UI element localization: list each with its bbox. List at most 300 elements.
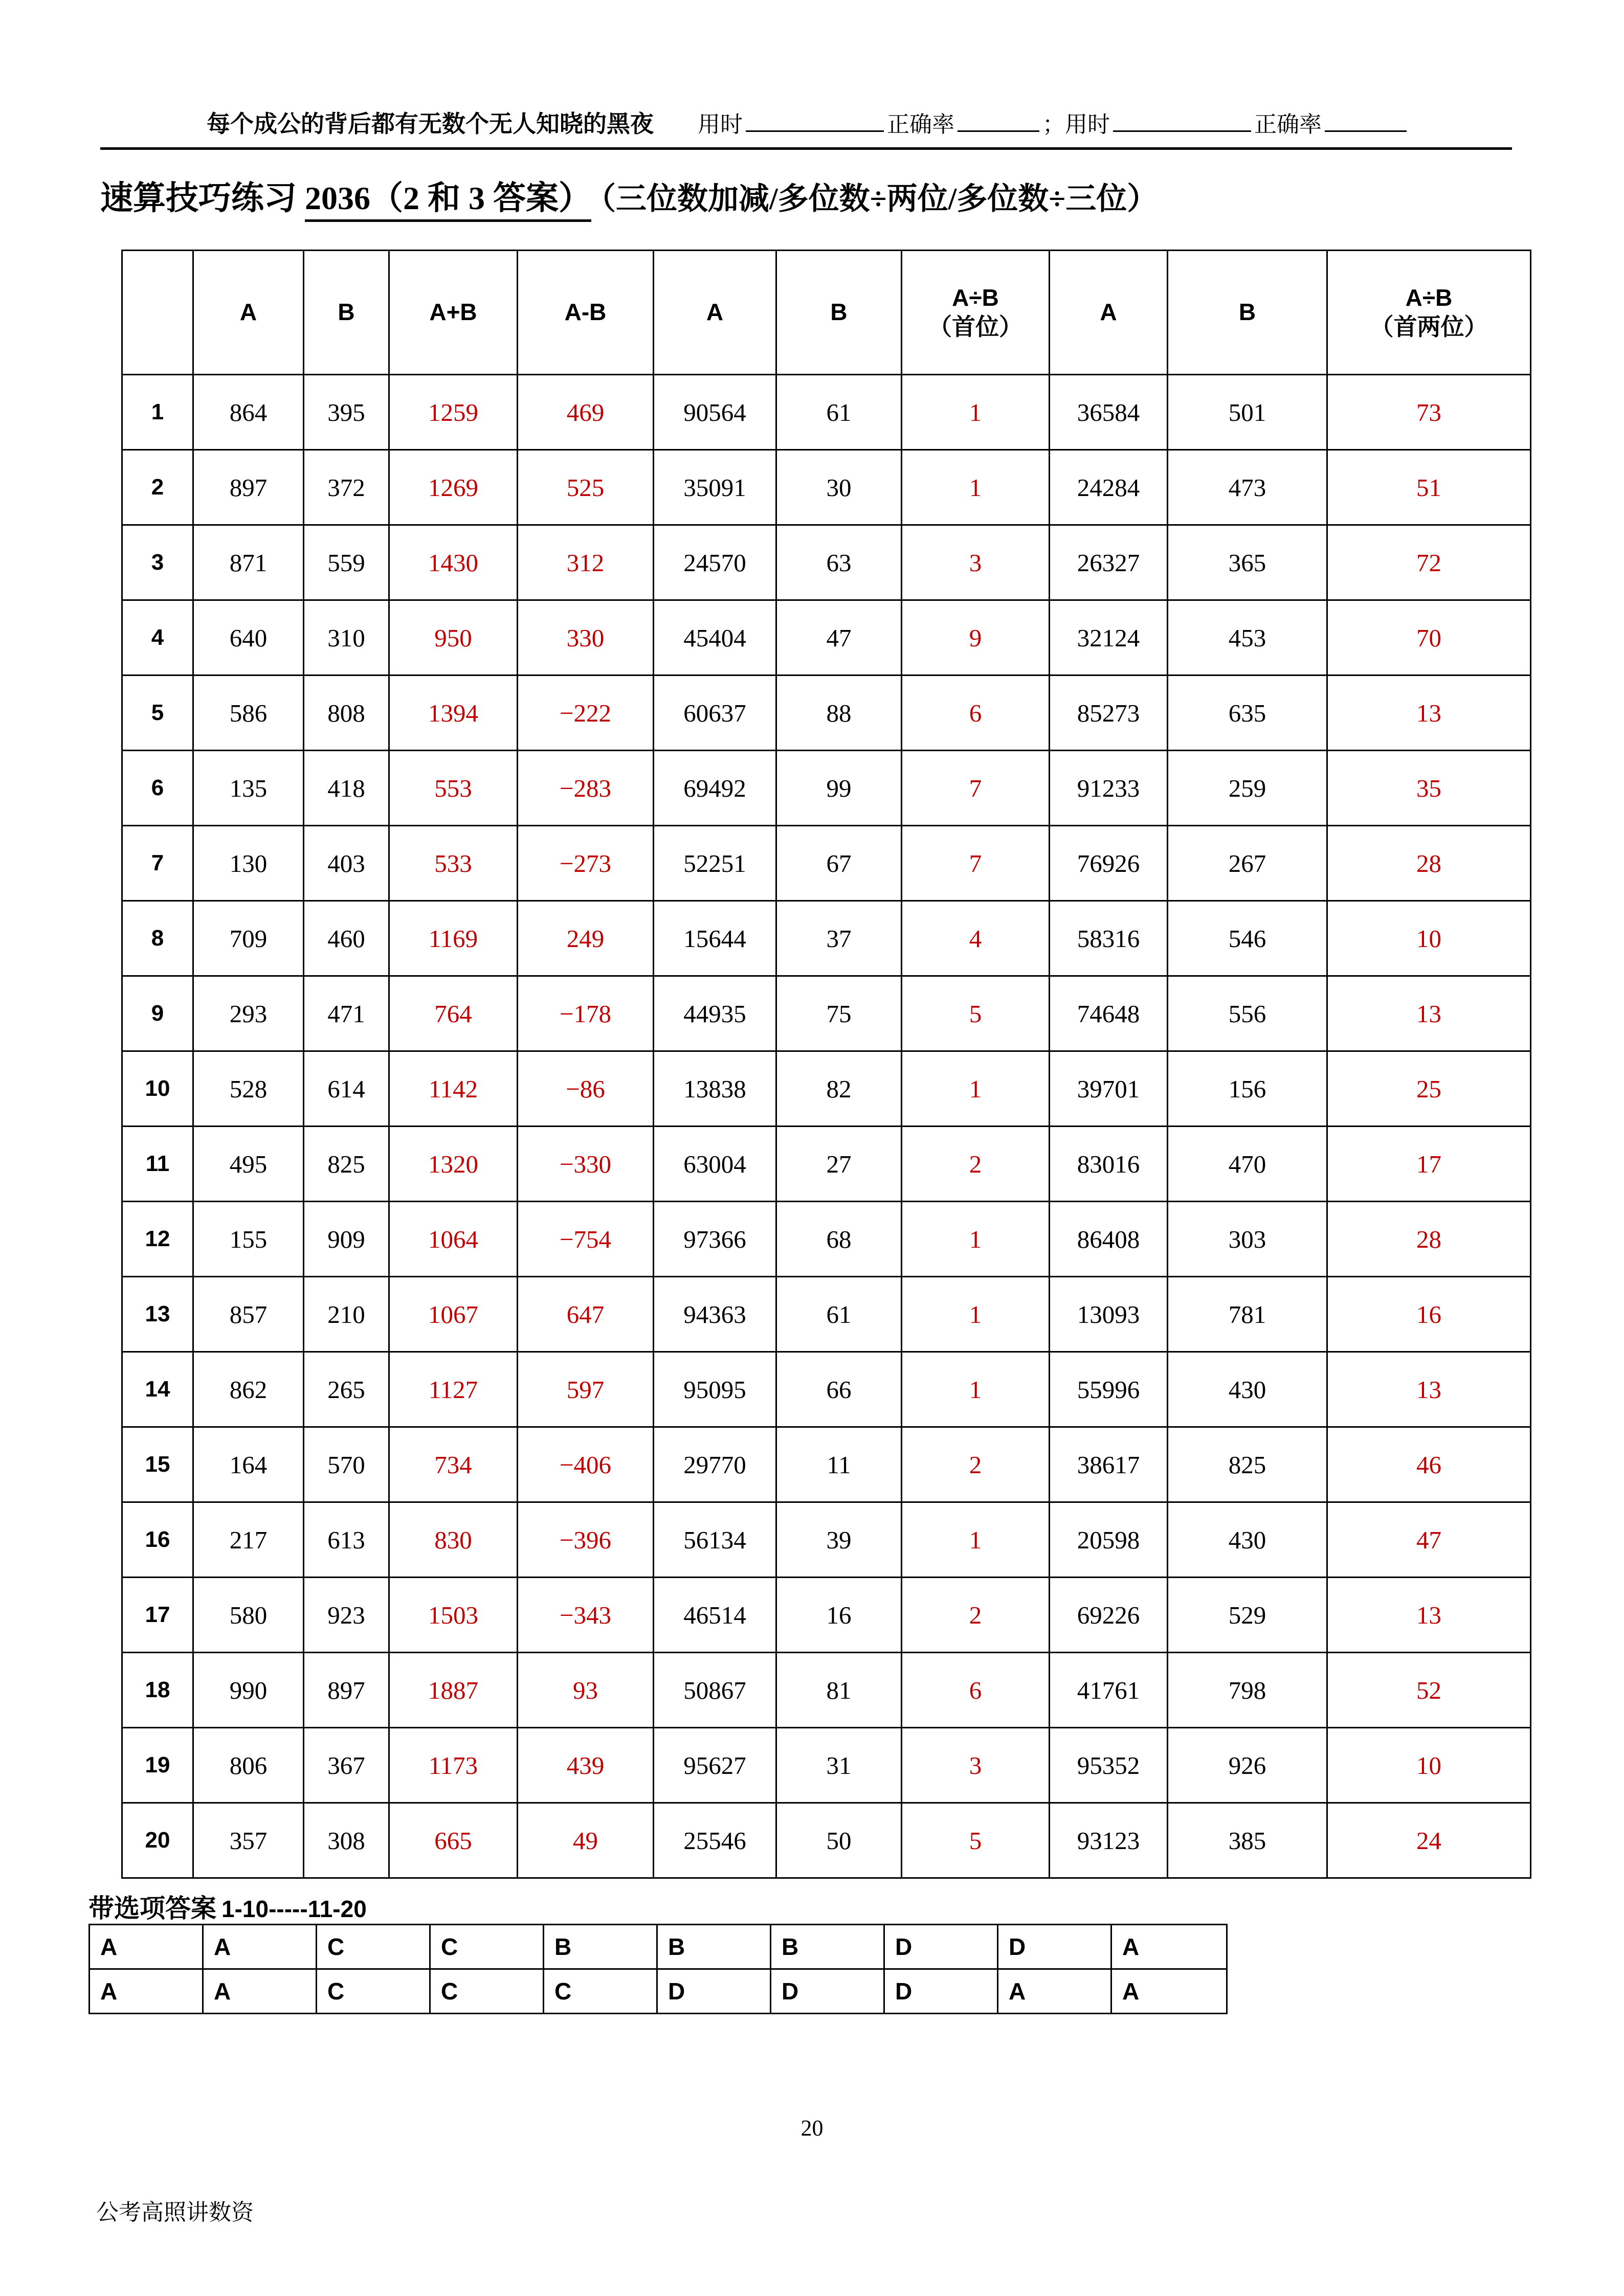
value-cell: 24284	[1050, 450, 1168, 525]
value-cell: 1	[902, 375, 1050, 450]
value-cell: 303	[1168, 1202, 1327, 1277]
answer-options-label: 带选项答案	[88, 1894, 216, 1923]
row-number: 11	[122, 1127, 193, 1202]
value-cell: 29770	[654, 1427, 776, 1502]
accuracy-fill-in-blank-1	[958, 110, 1039, 132]
value-cell: 293	[193, 976, 304, 1051]
title-prefix: 速算技巧练习	[100, 180, 305, 216]
value-cell: 25	[1327, 1051, 1531, 1127]
value-cell: 13	[1327, 976, 1531, 1051]
row-number: 9	[122, 976, 193, 1051]
value-cell: 39	[776, 1502, 902, 1578]
value-cell: 2	[902, 1127, 1050, 1202]
value-cell: 267	[1168, 826, 1327, 901]
column-header-2	[304, 251, 389, 375]
value-cell: 1173	[389, 1728, 518, 1803]
value-cell: 76926	[1050, 826, 1168, 901]
value-cell: 1	[902, 1352, 1050, 1427]
table-row	[122, 450, 1531, 525]
value-cell: 49	[518, 1803, 654, 1878]
value-cell: 586	[193, 676, 304, 751]
value-cell: 37	[776, 901, 902, 976]
value-cell: 13	[1327, 1352, 1531, 1427]
practice-table-head	[122, 251, 1531, 375]
table-row	[122, 826, 1531, 901]
value-cell: 73	[1327, 375, 1531, 450]
value-cell: 39701	[1050, 1051, 1168, 1127]
value-cell: 1503	[389, 1578, 518, 1653]
value-cell: 44935	[654, 976, 776, 1051]
value-cell: 1	[902, 1277, 1050, 1352]
value-cell: 11	[776, 1427, 902, 1502]
table-row	[122, 1502, 1531, 1578]
column-header-6	[776, 251, 902, 375]
value-cell: 897	[304, 1653, 389, 1728]
page-number: 20	[800, 2115, 824, 2141]
value-cell: 10	[1327, 1728, 1531, 1803]
value-cell: 51	[1327, 450, 1531, 525]
value-cell: 1127	[389, 1352, 518, 1427]
column-header-line1: A+B	[429, 299, 477, 326]
value-cell: 473	[1168, 450, 1327, 525]
column-header-line1: A	[239, 299, 257, 326]
answer-option-cell: D	[998, 1925, 1111, 1969]
row-number: 16	[122, 1502, 193, 1578]
value-cell: 13838	[654, 1051, 776, 1127]
value-cell: 1394	[389, 676, 518, 751]
column-header-line1: B	[338, 299, 355, 326]
value-cell: 31	[776, 1728, 902, 1803]
value-cell: 365	[1168, 525, 1327, 600]
value-cell: 6	[902, 676, 1050, 751]
table-row	[122, 1803, 1531, 1878]
table-row	[122, 1202, 1531, 1277]
row-number: 3	[122, 525, 193, 600]
value-cell: 83016	[1050, 1127, 1168, 1202]
column-header-line1: B	[830, 299, 848, 326]
value-cell: 75	[776, 976, 902, 1051]
answer-option-cell: B	[544, 1925, 657, 1969]
value-cell: 1320	[389, 1127, 518, 1202]
column-header-9	[1168, 251, 1327, 375]
table-row	[122, 375, 1531, 450]
answer-option-cell: A	[1111, 1925, 1227, 1969]
table-row	[122, 600, 1531, 676]
value-cell: 597	[518, 1352, 654, 1427]
footer-brand: 公考高照讲数资	[96, 2200, 254, 2225]
table-row	[122, 1277, 1531, 1352]
value-cell: −222	[518, 676, 654, 751]
value-cell: 798	[1168, 1653, 1327, 1728]
value-cell: 533	[389, 826, 518, 901]
value-cell: 28	[1327, 1202, 1531, 1277]
value-cell: 1269	[389, 450, 518, 525]
row-number: 13	[122, 1277, 193, 1352]
table-row	[122, 1352, 1531, 1427]
answer-option-cell: A	[1111, 1969, 1227, 2014]
answer-option-cell: C	[317, 1925, 430, 1969]
row-number: 12	[122, 1202, 193, 1277]
row-number: 10	[122, 1051, 193, 1127]
value-cell: 63	[776, 525, 902, 600]
value-cell: 249	[518, 901, 654, 976]
value-cell: 69492	[654, 751, 776, 826]
value-cell: 385	[1168, 1803, 1327, 1878]
value-cell: 864	[193, 375, 304, 450]
answer-options-range: 1-10-----11-20	[221, 1896, 367, 1922]
table-row	[122, 1127, 1531, 1202]
column-header-3	[389, 251, 518, 375]
value-cell: 35	[1327, 751, 1531, 826]
value-cell: 41761	[1050, 1653, 1168, 1728]
value-cell: 613	[304, 1502, 389, 1578]
value-cell: 61	[776, 1277, 902, 1352]
table-row	[122, 1653, 1531, 1728]
value-cell: 614	[304, 1051, 389, 1127]
value-cell: 501	[1168, 375, 1327, 450]
time-label-1: 用时	[698, 112, 743, 137]
value-cell: 1	[902, 1502, 1050, 1578]
column-header-7	[902, 251, 1050, 375]
column-header-line2: （首位）	[928, 313, 1022, 340]
answer-option-cell: B	[771, 1925, 884, 1969]
answer-option-cell: A	[203, 1925, 317, 1969]
value-cell: 529	[1168, 1578, 1327, 1653]
table-row	[122, 1578, 1531, 1653]
value-cell: 30	[776, 450, 902, 525]
answer-option-row	[90, 1969, 1227, 2014]
value-cell: 1887	[389, 1653, 518, 1728]
value-cell: 1169	[389, 901, 518, 976]
answer-options-table	[88, 1924, 1228, 2014]
column-header-line1: A-B	[564, 299, 607, 326]
value-cell: 764	[389, 976, 518, 1051]
value-cell: 330	[518, 600, 654, 676]
value-cell: 94363	[654, 1277, 776, 1352]
row-number: 7	[122, 826, 193, 901]
value-cell: 430	[1168, 1502, 1327, 1578]
value-cell: 130	[193, 826, 304, 901]
value-cell: 665	[389, 1803, 518, 1878]
answer-option-cell: D	[884, 1925, 998, 1969]
value-cell: 63004	[654, 1127, 776, 1202]
value-cell: 45404	[654, 600, 776, 676]
accuracy-label-2: 正确率	[1254, 112, 1322, 137]
value-cell: 90564	[654, 375, 776, 450]
title-underlined: 2036（2 和 3 答案）	[305, 180, 591, 222]
value-cell: 909	[304, 1202, 389, 1277]
answer-option-cell: C	[430, 1969, 544, 2014]
header-motto: 每个成公的背后都有无数个无人知晓的黑夜	[207, 111, 654, 137]
row-number: 1	[122, 375, 193, 450]
value-cell: 6	[902, 1653, 1050, 1728]
row-number: 15	[122, 1427, 193, 1502]
value-cell: 990	[193, 1653, 304, 1728]
value-cell: 52251	[654, 826, 776, 901]
value-cell: 210	[304, 1277, 389, 1352]
value-cell: 5	[902, 1803, 1050, 1878]
value-cell: 46	[1327, 1427, 1531, 1502]
value-cell: 164	[193, 1427, 304, 1502]
answer-option-cell: D	[884, 1969, 998, 2014]
value-cell: 734	[389, 1427, 518, 1502]
value-cell: −754	[518, 1202, 654, 1277]
answer-options-heading	[88, 1888, 367, 1925]
value-cell: 357	[193, 1803, 304, 1878]
title-subtitle: （三位数加减/多位数÷两位/多位数÷三位）	[600, 182, 1158, 216]
value-cell: 439	[518, 1728, 654, 1803]
value-cell: 69226	[1050, 1578, 1168, 1653]
value-cell: 28	[1327, 826, 1531, 901]
table-row	[122, 1427, 1531, 1502]
time-label-2: 用时	[1065, 112, 1110, 137]
value-cell: 16	[776, 1578, 902, 1653]
value-cell: 97366	[654, 1202, 776, 1277]
value-cell: 897	[193, 450, 304, 525]
value-cell: 1259	[389, 375, 518, 450]
value-cell: 553	[389, 751, 518, 826]
value-cell: 155	[193, 1202, 304, 1277]
table-row	[122, 901, 1531, 976]
answer-option-cell: B	[657, 1925, 771, 1969]
practice-table-body	[122, 375, 1531, 1878]
value-cell: 1142	[389, 1051, 518, 1127]
column-header-4	[518, 251, 654, 375]
answer-option-cell: C	[430, 1925, 544, 1969]
row-number: 5	[122, 676, 193, 751]
answer-options-table-body	[90, 1925, 1227, 2014]
value-cell: 35091	[654, 450, 776, 525]
row-number: 19	[122, 1728, 193, 1803]
value-cell: −273	[518, 826, 654, 901]
value-cell: 24	[1327, 1803, 1531, 1878]
value-cell: 825	[1168, 1427, 1327, 1502]
row-number: 17	[122, 1578, 193, 1653]
value-cell: 3	[902, 525, 1050, 600]
row-number: 8	[122, 901, 193, 976]
value-cell: 2	[902, 1427, 1050, 1502]
value-cell: 7	[902, 751, 1050, 826]
value-cell: 50867	[654, 1653, 776, 1728]
value-cell: 395	[304, 375, 389, 450]
column-header-line2: （首两位）	[1370, 313, 1488, 340]
table-row	[122, 751, 1531, 826]
answer-option-cell: A	[203, 1969, 317, 2014]
table-row	[122, 1728, 1531, 1803]
column-header-line1: A÷B	[1405, 284, 1453, 311]
value-cell: 312	[518, 525, 654, 600]
column-header-line1: A	[706, 299, 724, 326]
value-cell: 871	[193, 525, 304, 600]
value-cell: 950	[389, 600, 518, 676]
value-cell: 10	[1327, 901, 1531, 976]
value-cell: 528	[193, 1051, 304, 1127]
value-cell: −396	[518, 1502, 654, 1578]
time-fill-in-blank-1	[746, 110, 884, 132]
practice-table-header-row	[122, 251, 1531, 375]
header-line	[100, 105, 1512, 139]
accuracy-fill-in-blank-2	[1325, 110, 1407, 132]
table-row	[122, 676, 1531, 751]
value-cell: 5	[902, 976, 1050, 1051]
value-cell: 1	[902, 450, 1050, 525]
table-row	[122, 976, 1531, 1051]
value-cell: 88	[776, 676, 902, 751]
value-cell: 647	[518, 1277, 654, 1352]
value-cell: 781	[1168, 1277, 1327, 1352]
value-cell: 9	[902, 600, 1050, 676]
value-cell: 24570	[654, 525, 776, 600]
value-cell: 1064	[389, 1202, 518, 1277]
value-cell: 640	[193, 600, 304, 676]
value-cell: 47	[776, 600, 902, 676]
value-cell: 13	[1327, 1578, 1531, 1653]
value-cell: 91233	[1050, 751, 1168, 826]
value-cell: 70	[1327, 600, 1531, 676]
value-cell: 4	[902, 901, 1050, 976]
value-cell: 635	[1168, 676, 1327, 751]
value-cell: 93	[518, 1653, 654, 1728]
value-cell: −283	[518, 751, 654, 826]
value-cell: 99	[776, 751, 902, 826]
value-cell: 95352	[1050, 1728, 1168, 1803]
value-cell: 27	[776, 1127, 902, 1202]
value-cell: 460	[304, 901, 389, 976]
value-cell: 471	[304, 976, 389, 1051]
value-cell: 72	[1327, 525, 1531, 600]
column-header-line1: A÷B	[952, 284, 999, 311]
row-number: 14	[122, 1352, 193, 1427]
value-cell: 830	[389, 1502, 518, 1578]
answer-option-cell: D	[657, 1969, 771, 2014]
value-cell: 1	[902, 1202, 1050, 1277]
value-cell: 857	[193, 1277, 304, 1352]
value-cell: 25546	[654, 1803, 776, 1878]
answer-option-cell: D	[771, 1969, 884, 2014]
value-cell: 825	[304, 1127, 389, 1202]
value-cell: 469	[518, 375, 654, 450]
value-cell: −178	[518, 976, 654, 1051]
answer-option-cell: C	[317, 1969, 430, 2014]
answer-option-cell: A	[90, 1969, 203, 2014]
value-cell: 60637	[654, 676, 776, 751]
value-cell: 55996	[1050, 1352, 1168, 1427]
value-cell: 20598	[1050, 1502, 1168, 1578]
column-header-10	[1327, 251, 1531, 375]
value-cell: 3	[902, 1728, 1050, 1803]
value-cell: 13093	[1050, 1277, 1168, 1352]
value-cell: 50	[776, 1803, 902, 1878]
value-cell: 862	[193, 1352, 304, 1427]
value-cell: 46514	[654, 1578, 776, 1653]
value-cell: 403	[304, 826, 389, 901]
value-cell: 13	[1327, 676, 1531, 751]
value-cell: 95095	[654, 1352, 776, 1427]
value-cell: 259	[1168, 751, 1327, 826]
value-cell: 495	[193, 1127, 304, 1202]
value-cell: 82	[776, 1051, 902, 1127]
value-cell: 310	[304, 600, 389, 676]
value-cell: 93123	[1050, 1803, 1168, 1878]
value-cell: 525	[518, 450, 654, 525]
value-cell: −343	[518, 1578, 654, 1653]
value-cell: 2	[902, 1578, 1050, 1653]
value-cell: 95627	[654, 1728, 776, 1803]
value-cell: 1430	[389, 525, 518, 600]
value-cell: 546	[1168, 901, 1327, 976]
value-cell: 74648	[1050, 976, 1168, 1051]
row-number: 18	[122, 1653, 193, 1728]
value-cell: 709	[193, 901, 304, 976]
value-cell: 68	[776, 1202, 902, 1277]
practice-table	[121, 250, 1531, 1879]
value-cell: 36584	[1050, 375, 1168, 450]
value-cell: 86408	[1050, 1202, 1168, 1277]
value-cell: 470	[1168, 1127, 1327, 1202]
value-cell: 156	[1168, 1051, 1327, 1127]
value-cell: 556	[1168, 976, 1327, 1051]
value-cell: 52	[1327, 1653, 1531, 1728]
value-cell: 16	[1327, 1277, 1531, 1352]
value-cell: 367	[304, 1728, 389, 1803]
column-header-5	[654, 251, 776, 375]
value-cell: 808	[304, 676, 389, 751]
value-cell: 56134	[654, 1502, 776, 1578]
value-cell: 38617	[1050, 1427, 1168, 1502]
value-cell: 453	[1168, 600, 1327, 676]
header-separator: ；	[1042, 112, 1065, 137]
value-cell: 85273	[1050, 676, 1168, 751]
column-header-line1: A	[1100, 299, 1117, 326]
column-header-1	[193, 251, 304, 375]
answer-option-cell: A	[90, 1925, 203, 1969]
value-cell: 15644	[654, 901, 776, 976]
value-cell: 570	[304, 1427, 389, 1502]
value-cell: 559	[304, 525, 389, 600]
value-cell: 81	[776, 1653, 902, 1728]
value-cell: 47	[1327, 1502, 1531, 1578]
value-cell: 580	[193, 1578, 304, 1653]
value-cell: 308	[304, 1803, 389, 1878]
value-cell: 1	[902, 1051, 1050, 1127]
answer-option-cell: A	[998, 1969, 1111, 2014]
value-cell: 135	[193, 751, 304, 826]
value-cell: −86	[518, 1051, 654, 1127]
time-fill-in-blank-2	[1113, 110, 1251, 132]
value-cell: 66	[776, 1352, 902, 1427]
value-cell: 806	[193, 1728, 304, 1803]
page-header	[100, 105, 1512, 150]
value-cell: 430	[1168, 1352, 1327, 1427]
column-header-line1: B	[1238, 299, 1256, 326]
value-cell: 32124	[1050, 600, 1168, 676]
value-cell: 17	[1327, 1127, 1531, 1202]
value-cell: −330	[518, 1127, 654, 1202]
value-cell: 1067	[389, 1277, 518, 1352]
value-cell: 926	[1168, 1728, 1327, 1803]
table-row	[122, 1051, 1531, 1127]
value-cell: 217	[193, 1502, 304, 1578]
value-cell: 418	[304, 751, 389, 826]
page-title	[100, 172, 1158, 219]
column-header-8	[1050, 251, 1168, 375]
answer-option-row	[90, 1925, 1227, 1969]
value-cell: 58316	[1050, 901, 1168, 976]
row-number: 4	[122, 600, 193, 676]
value-cell: 26327	[1050, 525, 1168, 600]
value-cell: −406	[518, 1427, 654, 1502]
value-cell: 372	[304, 450, 389, 525]
